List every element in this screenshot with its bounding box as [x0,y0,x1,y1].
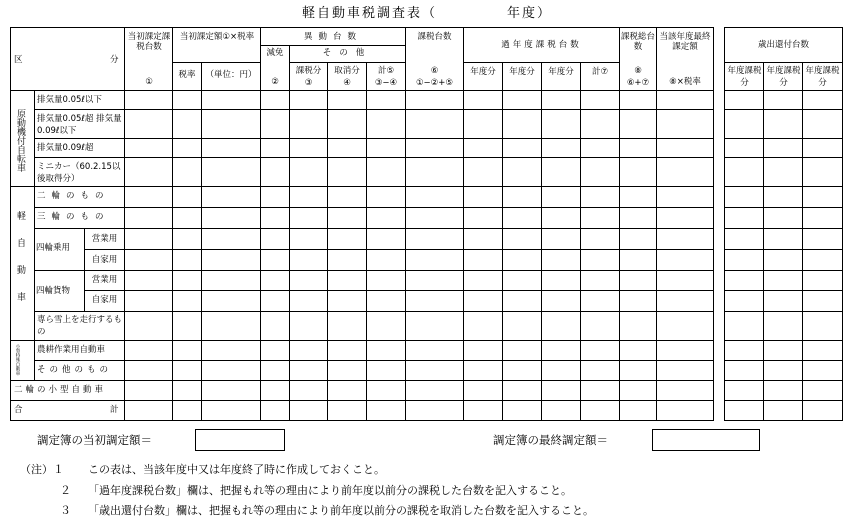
note-3: 「歳出還付台数」欄は、把握もれ等の理由により前年度以前分の課税を取消した台数を記入すること。 [88,504,594,517]
row-r4: ミニカー（60.2.15以後取得分） [37,162,121,184]
header-rf1: 年度課税分 [727,66,762,88]
row-yonrin-ka: 四輪貨物 [36,286,71,296]
header-sum: 計⑤ [377,66,395,76]
final-amount-label: 調定簿の最終調定額＝ [493,433,608,447]
row-group-kei: 軽自動車 [15,211,25,319]
header-taxed-count: 課税台数 [417,32,452,42]
header-past-count: 過年度課税台数 [501,40,582,50]
note-3-no: ３ [60,504,71,517]
header-bun: 分 [110,55,119,65]
row-yonrin-jo: 四輪乗用 [36,243,71,253]
header-rf2: 年度課税分 [766,66,801,88]
title-main: 軽自動車税調査表（ [301,6,437,21]
header-exempt: 減免 [266,48,284,58]
header-kubun: 区 [14,55,23,65]
row-r2: 排気量0.05ℓ超 排気量0.09ℓ以下 [37,114,122,136]
row-lines [11,110,843,401]
header-formula6: ①−②+⑤ [415,78,454,88]
header-col1: ① [145,77,153,87]
header-col2: ② [271,77,279,87]
note-1: この表は、当該年度中又は年度終了時に作成しておくこと。 [88,463,385,476]
row-r11: 専ら雪上を走行するもの [37,315,123,337]
row-r13: その他のもの [37,365,113,375]
initial-amount-box[interactable] [195,429,285,451]
row-r3: 排気量0.09ℓ超 [37,143,94,153]
header-col3: ③ [304,78,313,88]
row-eigyo-1: 営業用 [91,234,118,244]
row-jika-1: 自家用 [91,255,118,265]
header-col8: ⑧ [634,66,642,76]
header-total-tax: 課税総台数 [620,32,655,52]
final-amount-box[interactable] [652,429,760,451]
header-fy1: 年度分 [470,67,496,77]
header-refund-count: 歳出還付台数 [757,40,809,50]
header-tax-rate: 税率 [178,70,196,80]
row-r1: 排気量0.05ℓ以下 [37,95,102,105]
row-r5: 二輪のもの [37,191,110,201]
row-r12: 農耕作業用自動車 [37,345,106,355]
row-gokei-2: 計 [110,405,119,415]
header-other: その他 [322,48,373,58]
header-sum-formula: ③−④ [374,78,398,88]
header-change-count: 異動台数 [303,32,362,42]
row-r14: 二輪の小型自動車 [14,385,107,395]
header-col6: ⑥ [430,66,439,76]
header-unit: （単位：円） [205,70,257,80]
header-formula-final: ⑧×税率 [669,77,701,87]
row-gokei-1: 合 [14,405,23,415]
row-eigyo-2: 営業用 [91,275,118,285]
note-2-no: ２ [60,484,71,497]
header-final-amount: 当該年度最終課定額 [659,32,711,52]
note-head: （注）１ [20,463,64,476]
header-taxable: 課税分 [295,66,322,76]
header-rf3: 年度課税分 [805,66,840,88]
header-col4: ④ [343,78,351,88]
header-initial-count: 当初課定課税台数 [127,32,171,52]
row-jika-2: 自家用 [91,295,118,305]
header-formula8: ⑥+⑦ [626,78,650,88]
row-group-kotoku: 小型特殊自動車 [15,344,20,376]
row-group-gendoki: 原動機付自転車 [15,108,25,172]
header-kei7: 計⑦ [591,67,609,77]
note-2: 「過年度課税台数」欄は、把握もれ等の理由により前年度以前分の課税した台数を記入すること。 [88,484,572,497]
header-initial-amount: 当初課定額①×税率 [179,32,255,42]
header-fy3: 年度分 [548,67,574,77]
title-suffix: 年度） [507,6,553,21]
header-cancel: 取消分 [334,66,360,76]
header-fy2: 年度分 [509,67,535,77]
row-r6: 三輪のもの [37,212,110,222]
initial-amount-label: 調定簿の当初調定額＝ [37,433,152,447]
